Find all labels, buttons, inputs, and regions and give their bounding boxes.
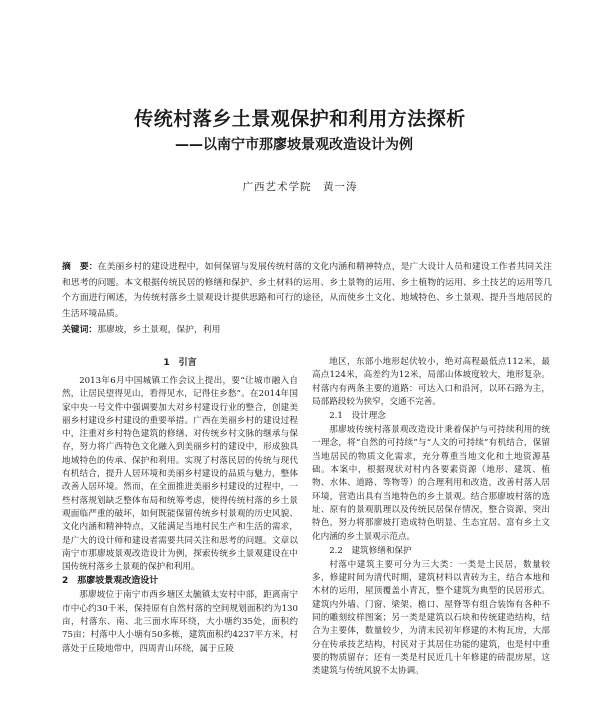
left-column — [62, 356, 298, 656]
keywords-label: 关键词： — [62, 325, 98, 335]
paper-title: 传统村落乡土景观保护和利用方法探析 — [134, 108, 466, 130]
body-paragraph: 村落中建筑主要可分为三大类：一类是土民居，数量较多，修建时间为清代时期，建筑材料以青砖为主，结合本地和木材的运用，屋顶覆盖小青瓦，整个建筑为典型的民居形式。建筑内外墙、门窗、梁架、檐口、屋脊等有组合装饰有各种不同的雕刻纹样图案；另一类是建筑以石块和传统建造结构，结合为主要体，数量较少，为清末民初年修建的木构瓦房，大部分在传承技艺结构，村民对于其居住功能的建筑，也是村中重要的物质留存；还有一类是村民近几十年修建的砖混房屋，这类建筑与传统风貌不太协调。 — [312, 559, 550, 677]
right-column — [312, 356, 550, 679]
subsection-heading-concept: 2.1 设计理念 — [329, 411, 386, 422]
keywords — [62, 323, 552, 338]
section-heading-intro: 1 引言 — [163, 358, 197, 368]
body-paragraph: 2013年6月中国城镇工作会议上提出，要“让城市融入自然，让居民望得见山，看得见水，记得住乡愁”。在2014年国家中央一号文件中强调要加大对乡村建设行业的整合，创建美丽乡村建设乡村建设的重要举措。广西在美丽乡村的建设过程中，注重对乡村特色建筑的修缮、对传统乡村文脉的继承与保存，努力将广西特色文化融入到美丽乡村的建设中，形成独具地域特色的传承、保护和利用。实现了村落民居的传统与现代有机结合，提升人居环境和美丽乡村建设的品质与魅力，整体改善人居环境。然而，在全面推进美丽乡村建设的过程中，一些村落规划缺乏整体布局和统筹考虑，使得传统村落的乡土景观面临严重的破坏，如何既能保留传统乡村景观的历史风貌、文化内涵和精神特点，又能满足当地村民生产和生活的需求，是广大的设计师和建设者需要共同关注和思考的问题。文章以南宁市那廖坡景观改造设计为例，探索传统乡土景观建设在中国传统村落乡土景观的保护和利用。 — [62, 376, 298, 573]
body-paragraph: 地区，东部小地形起伏较小，绝对高程最低点112米，最高点124米，高差约为12米，局部山体坡度较大，地形复杂。村落内有两条主要的道路：可达入口和沿河，以环石路为主，局部路段较为狭窄，交通不完善。 — [312, 357, 550, 407]
keywords-text: 那廖坡，乡土景观，保护，利用 — [97, 325, 221, 335]
abstract — [62, 260, 552, 322]
body-paragraph: 那廖坡位于南宁市西乡塘区太毓镇太安村中部，距离南宁市中心约30千米，保持原有自然村落的空间规划面积约为130亩，村落东、南、北三面水库环绕，大小塘约35处，面积约75亩；村落中人小塘有50多栋，建筑面积约4237平方米，村落处于丘陵地带中，四周青山环绕，属于丘陵 — [62, 590, 298, 654]
author-line: 广西艺术学院 黄一涛 — [242, 181, 358, 193]
subsection-heading-building: 2.2 建筑修缮和保护 — [329, 545, 412, 556]
body-paragraph: 那廖坡传统村落景观改造设计秉着保护与可持续利用的统一理念，将“自然的可持续”与“人文的可持续”有机结合，保留当地居民的物质文化需求，充分尊重当地文化和土地资源基础。本案中，根据现状对村内各要素资源（地形、建筑、植物、水体、道路、等物等）的合理利用和改造，改善村落人居环境，营造出具有当地特色的乡土景观。结合那廖坡村落的选址、原有的景观肌理以及传统民居保存情况，整合资源，突出特色，努力将那廖坡打造成特色明显、生态宜居、富有乡土文化内涵的乡土景观示范点。 — [312, 425, 550, 542]
paper-subtitle: ——以南宁市那廖坡景观改造设计为例 — [175, 137, 413, 153]
section-heading-design: 2 那廖坡景观改造设计 — [62, 576, 159, 587]
abstract-label: 摘 要： — [62, 262, 98, 272]
abstract-text: 在美丽乡村的建设进程中，如何保留与发展传统村落的文化内涵和精神特点，是广大设计人员和建设工作者共同关注和思考的问题。本文根据传统民居的修缮和保护、乡土材料的运用、乡土景物的运用、乡土植物的运用、乡土技艺的运用等几个方面进行阐述，为传统村落乡土景观设计提供思路和可行的途径，从而使乡土文化、地域特色、乡土景观、提升当地居民的生活环境品质。 — [62, 262, 552, 319]
